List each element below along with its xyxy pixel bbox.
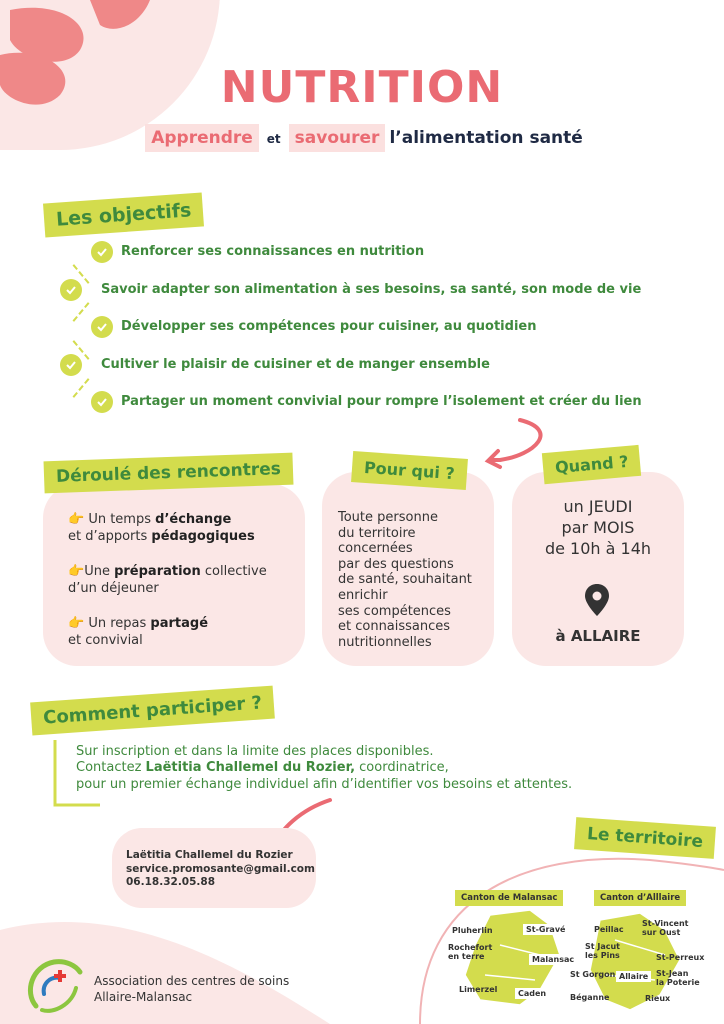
map-place: Caden xyxy=(515,988,549,999)
contact-info xyxy=(126,849,315,890)
map-place: Allaire xyxy=(616,971,651,982)
coral-leaf-shape xyxy=(90,0,150,29)
map-place: Limerzel xyxy=(459,985,498,994)
quand-heading: Quand ? xyxy=(542,445,642,484)
subtitle-highlight-1: Apprendre xyxy=(145,124,259,152)
deroule-item: 👉 Un repas partagé et convivial xyxy=(68,616,209,649)
objective-item: Partager un moment convivial pour rompre l’isolement et créer du lien xyxy=(121,394,642,409)
page-title: NUTRITION xyxy=(220,62,504,113)
pointing-hand-icon: 👉 xyxy=(68,512,85,527)
quand-place: à ALLAIRE xyxy=(555,627,641,645)
participer-text: Sur inscription et dans la limite des places disponibles. Contactez Laëtitia Challemel du Rozier, coordinatrice, pour un premier échange individuel afin d’identifier vos besoins et attentes. xyxy=(76,744,573,792)
map-place: Rieux xyxy=(645,994,671,1003)
contact-phone[interactable]: 06.18.32.05.88 xyxy=(126,876,216,889)
objective-item: Renforcer ses connaissances en nutrition xyxy=(121,244,425,259)
check-icon xyxy=(91,241,113,263)
page-subtitle xyxy=(0,124,724,152)
canton-label: Canton d’Alllaire xyxy=(594,890,686,906)
territoire-heading: Le territoire xyxy=(574,817,716,859)
objectives-heading: Les objectifs xyxy=(43,192,204,237)
map-place: Malansac xyxy=(529,954,577,965)
pour-qui-heading: Pour qui ? xyxy=(351,451,468,490)
deroule-heading: Déroulé des rencontres xyxy=(44,453,294,494)
map-place: St-Perreux xyxy=(656,953,705,962)
check-icon xyxy=(60,354,82,376)
subtitle-et: et xyxy=(266,132,281,146)
check-icon xyxy=(60,279,82,301)
quand-text: un JEUDI par MOIS de 10h à 14h xyxy=(544,497,652,558)
map-place: Béganne xyxy=(570,993,610,1002)
pointing-hand-icon: 👉 xyxy=(68,564,85,579)
participer-heading: Comment participer ? xyxy=(30,686,275,736)
map-place: Peillac xyxy=(594,925,624,934)
canton-label: Canton de Malansac xyxy=(455,890,563,906)
pointing-hand-icon: 👉 xyxy=(68,616,85,631)
organization-name: Association des centres de soins Allaire-Malansac xyxy=(94,974,290,1004)
check-icon xyxy=(91,391,113,413)
deroule-item: 👉Une préparation collective d’un déjeuner xyxy=(68,564,267,597)
check-icon xyxy=(91,316,113,338)
pour-qui-text: Toute personne du territoire concernées par des questions de santé, souhaitant enrichir ses compétences et connaissances nutritionnelles xyxy=(338,510,472,650)
objective-item: Savoir adapter son alimentation à ses besoins, sa santé, son mode de vie xyxy=(101,282,642,297)
subtitle-rest: l’alimentation santé xyxy=(389,128,583,148)
deroule-item: 👉 Un temps d’échange et d’apports pédagogiques xyxy=(68,512,255,545)
contact-email[interactable]: service.promosante@gmail.com xyxy=(126,862,315,875)
map-place: Rochefort en terre xyxy=(448,943,493,961)
map-place: St-Jean la Poterie xyxy=(656,969,700,987)
contact-name: Laëtitia Challemel du Rozier xyxy=(126,849,293,861)
location-pin-icon xyxy=(585,584,609,616)
objective-item: Cultiver le plaisir de cuisiner et de manger ensemble xyxy=(101,357,490,372)
objective-item: Développer ses compétences pour cuisiner, au quotidien xyxy=(121,319,537,334)
map-place: St-Gravé xyxy=(523,924,568,935)
subtitle-highlight-2: savourer xyxy=(289,124,386,152)
map-place: St-Vincent sur Oust xyxy=(642,919,689,937)
map-place: St Jacut les Pins xyxy=(585,942,621,960)
map-place: Pluherlin xyxy=(452,926,493,935)
association-logo xyxy=(24,954,86,1016)
map-place: St Gorgon xyxy=(570,970,616,979)
